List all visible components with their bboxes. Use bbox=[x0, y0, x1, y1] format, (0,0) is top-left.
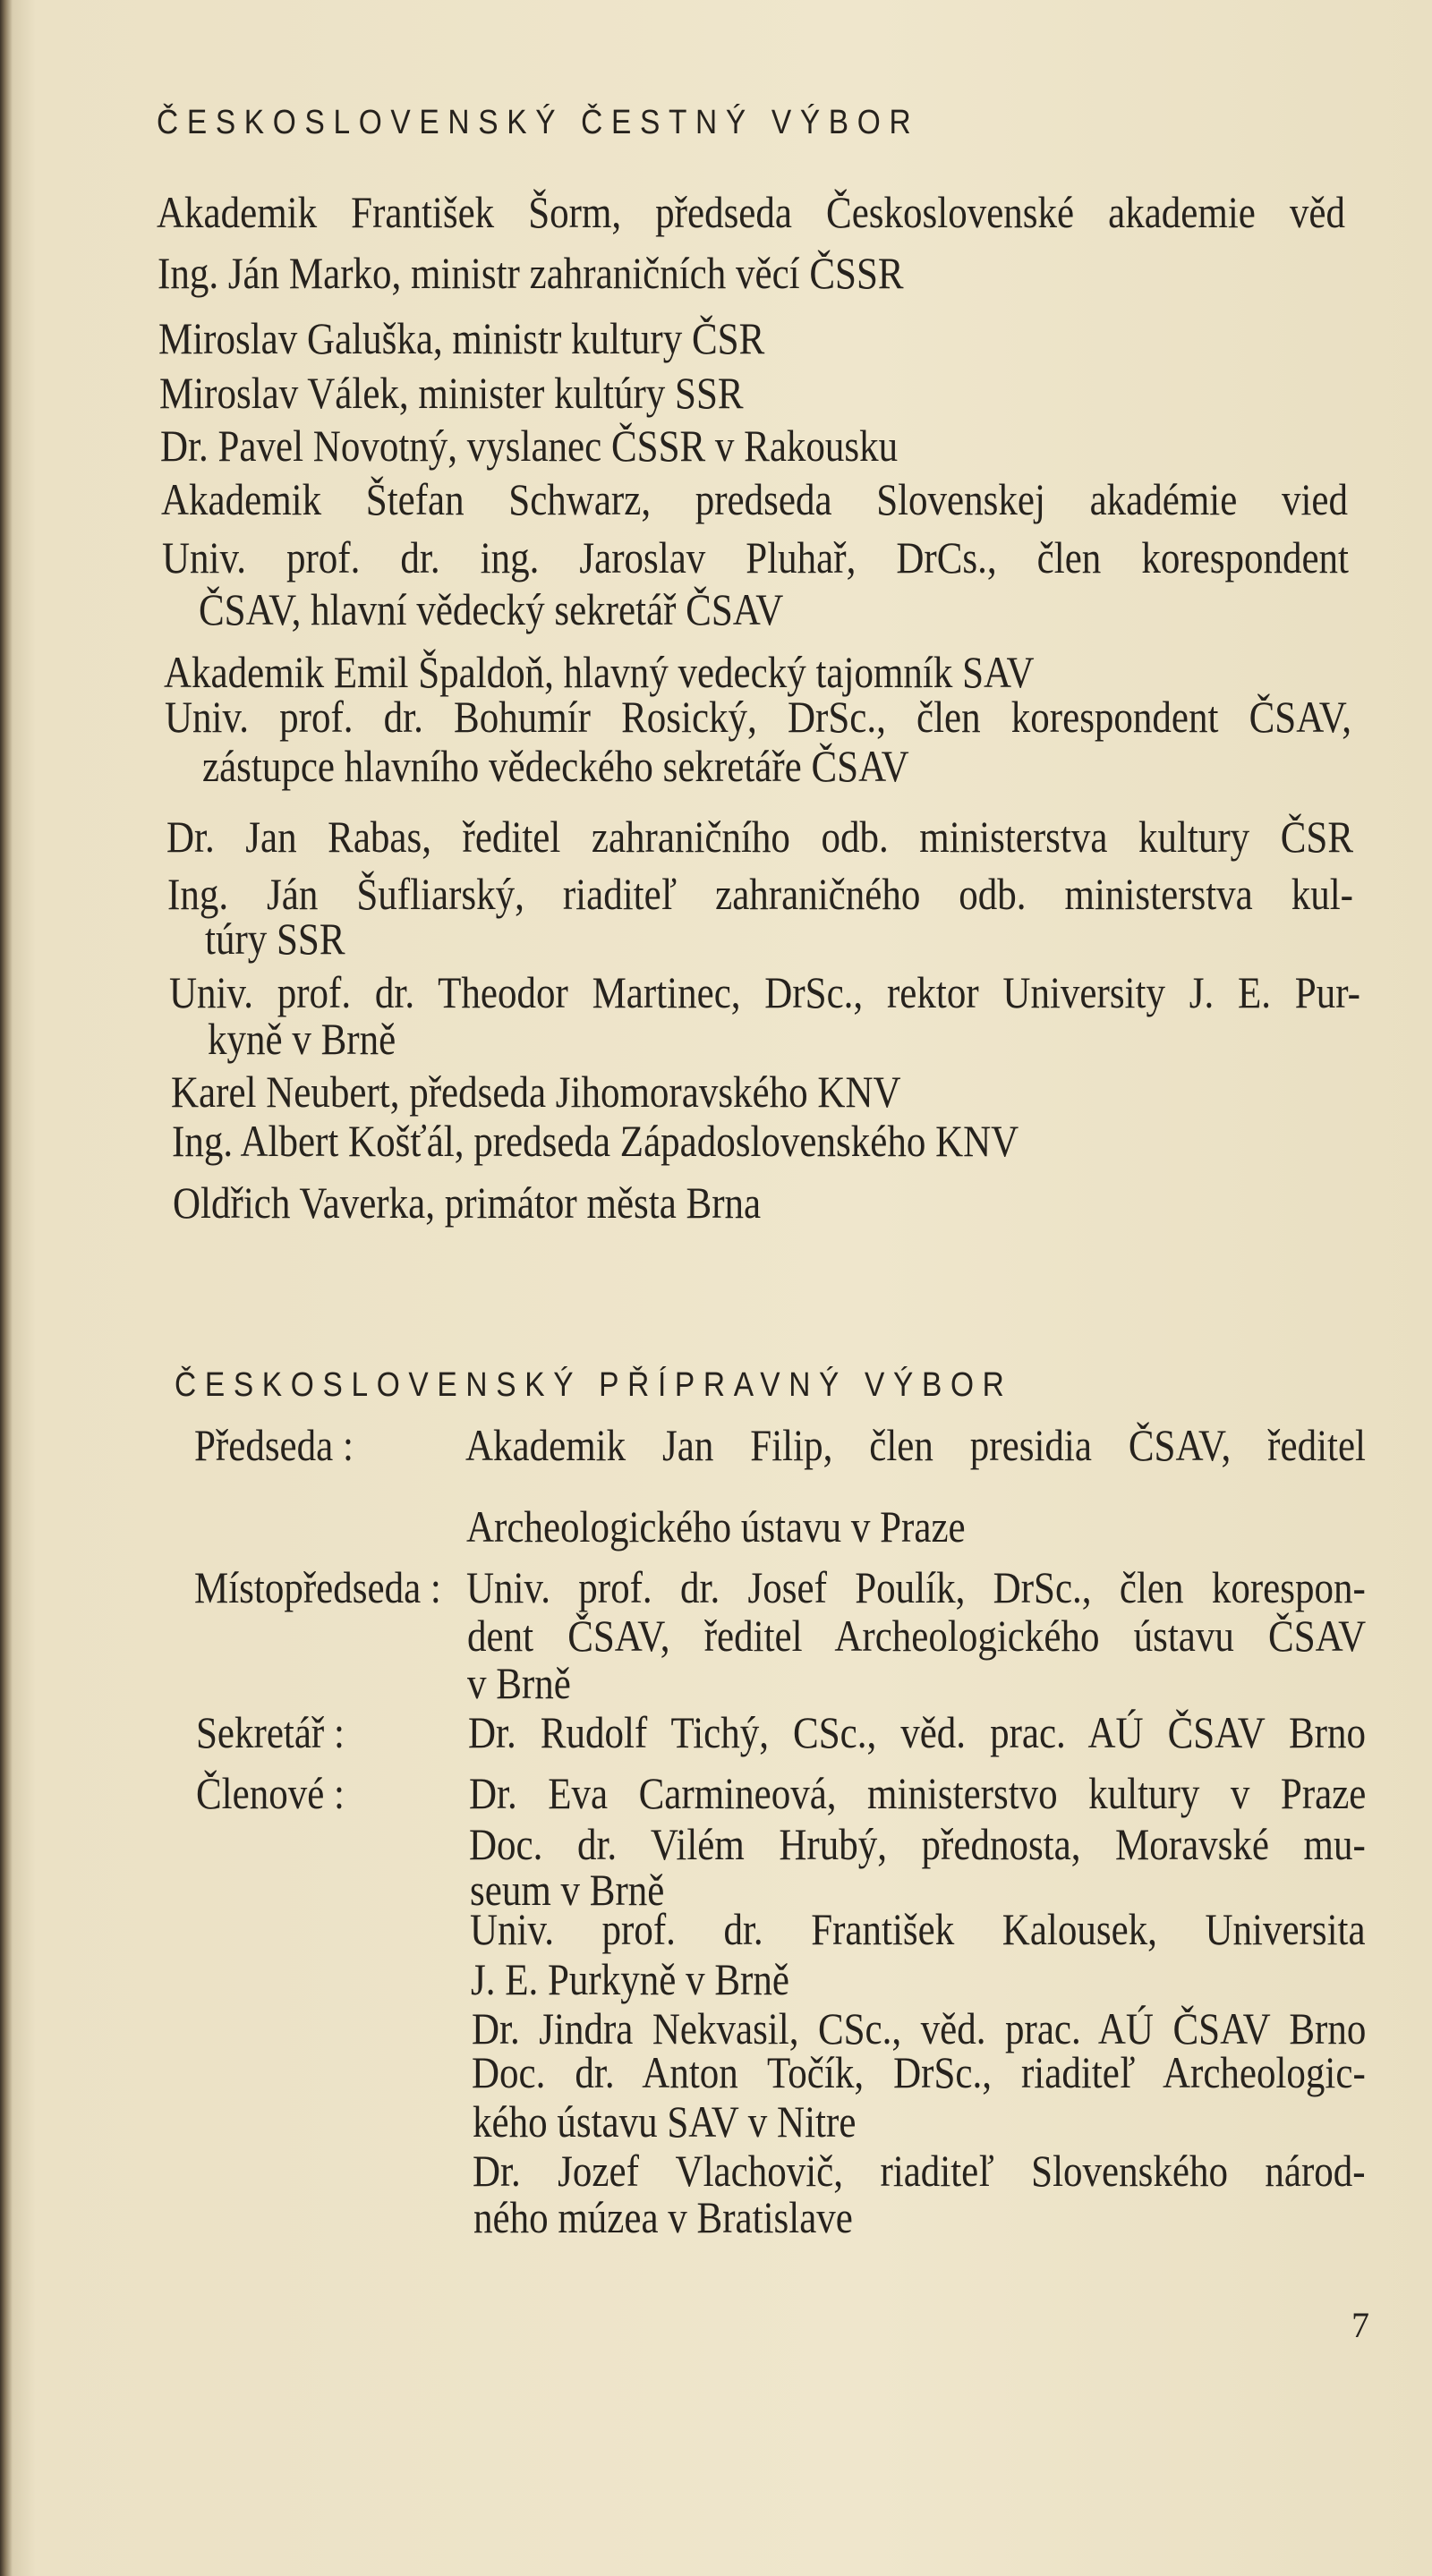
preparatory-member-line: Archeologického ústavu v Praze bbox=[465, 1501, 966, 1552]
preparatory-member-line: Dr. Eva Carmineová, ministerstvo kultury v Praze bbox=[468, 1767, 1366, 1818]
role-label: Sekretář : bbox=[196, 1707, 345, 1757]
honorary-member-line: Dr. Jan Rabas, ředitel zahraničního odb. ministerstva kultury ČSR bbox=[166, 811, 1353, 862]
preparatory-member-line: Doc. dr. Vilém Hrubý, přednosta, Moravské mu- bbox=[469, 1818, 1366, 1869]
honorary-member-line: Miroslav Válek, minister kultúry SSR bbox=[159, 367, 744, 418]
honorary-member-line: Akademik Štefan Schwarz, predseda Slovenskej akadémie vied bbox=[161, 474, 1348, 525]
honorary-member-line: Univ. prof. dr. Bohumír Rosický, DrSc., člen korespondent ČSAV, bbox=[165, 691, 1351, 742]
page-number: 7 bbox=[1351, 2305, 1369, 2345]
preparatory-member-line: Univ. prof. dr. František Kalousek, Universita bbox=[470, 1904, 1366, 1955]
preparatory-member-line: J. E. Purkyně v Brně bbox=[471, 1953, 789, 2004]
honorary-member-line: zástupce hlavního vědeckého sekretáře ČSAV bbox=[202, 740, 909, 791]
honorary-member-line: Dr. Pavel Novotný, vyslanec ČSSR v Rakousku bbox=[160, 420, 899, 471]
honorary-member-line: túry SSR bbox=[205, 913, 345, 964]
honorary-member-line: Akademik Emil Špaldoň, hlavný vedecký tajomník SAV bbox=[164, 647, 1035, 698]
preparatory-member-line: Doc. dr. Anton Točík, DrSc., riaditeľ Archeologic- bbox=[472, 2047, 1366, 2098]
honorary-member-line: Univ. prof. dr. Theodor Martinec, DrSc., rektor University J. E. Pur- bbox=[169, 967, 1360, 1018]
role-label: Předseda : bbox=[194, 1419, 354, 1470]
honorary-committee-title: ČESKOSLOVENSKÝ ČESTNÝ VÝBOR bbox=[157, 104, 920, 141]
honorary-member-line: Oldřich Vaverka, primátor města Brna bbox=[173, 1177, 762, 1228]
honorary-member-line: Ing. Ján Marko, ministr zahraničních věcí ČSSR bbox=[158, 247, 904, 298]
honorary-member-line: Ing. Albert Košťál, predseda Západoslovenského KNV bbox=[172, 1115, 1019, 1166]
preparatory-member-line: dent ČSAV, ředitel Archeologického ústavu ČSAV bbox=[466, 1610, 1366, 1661]
preparatory-member-line: Univ. prof. dr. Josef Poulík, DrSc., člen korespon- bbox=[466, 1562, 1366, 1613]
preparatory-member-line: v Brně bbox=[467, 1657, 572, 1708]
role-label: Členové : bbox=[196, 1767, 345, 1818]
preparatory-member-line: seum v Brně bbox=[469, 1865, 665, 1916]
honorary-member-line: Akademik František Šorm, předseda Československé akademie věd bbox=[157, 186, 1345, 237]
preparatory-committee-title: ČESKOSLOVENSKÝ PŘÍPRAVNÝ VÝBOR bbox=[175, 1366, 1013, 1404]
preparatory-member-line: Dr. Jindra Nekvasil, CSc., věd. prac. AÚ ČSAV Brno bbox=[471, 2002, 1366, 2053]
preparatory-member-line: kého ústavu SAV v Nitre bbox=[472, 2096, 857, 2147]
preparatory-member-line: Akademik Jan Filip, člen presidia ČSAV, ředitel bbox=[465, 1419, 1366, 1470]
preparatory-member-line: Dr. Rudolf Tichý, CSc., věd. prac. AÚ ČSAV Brno bbox=[468, 1707, 1366, 1757]
honorary-member-line: Ing. Ján Šufliarský, riaditeľ zahraničného odb. ministerstva kul- bbox=[167, 869, 1353, 920]
honorary-member-line: Miroslav Galuška, ministr kultury ČSR bbox=[158, 313, 765, 364]
honorary-member-line: Univ. prof. dr. ing. Jaroslav Pluhař, DrCs., člen korespondent bbox=[162, 531, 1349, 582]
role-label: Místopředseda : bbox=[194, 1562, 441, 1613]
honorary-member-line: ČSAV, hlavní vědecký sekretář ČSAV bbox=[199, 584, 784, 635]
preparatory-member-line: Dr. Jozef Vlachovič, riaditeľ Slovenského národ- bbox=[473, 2146, 1366, 2197]
preparatory-member-line: ného múzea v Bratislave bbox=[473, 2191, 853, 2242]
honorary-member-line: kyně v Brně bbox=[208, 1013, 396, 1064]
honorary-member-line: Karel Neubert, předseda Jihomoravského KNV bbox=[171, 1066, 901, 1117]
